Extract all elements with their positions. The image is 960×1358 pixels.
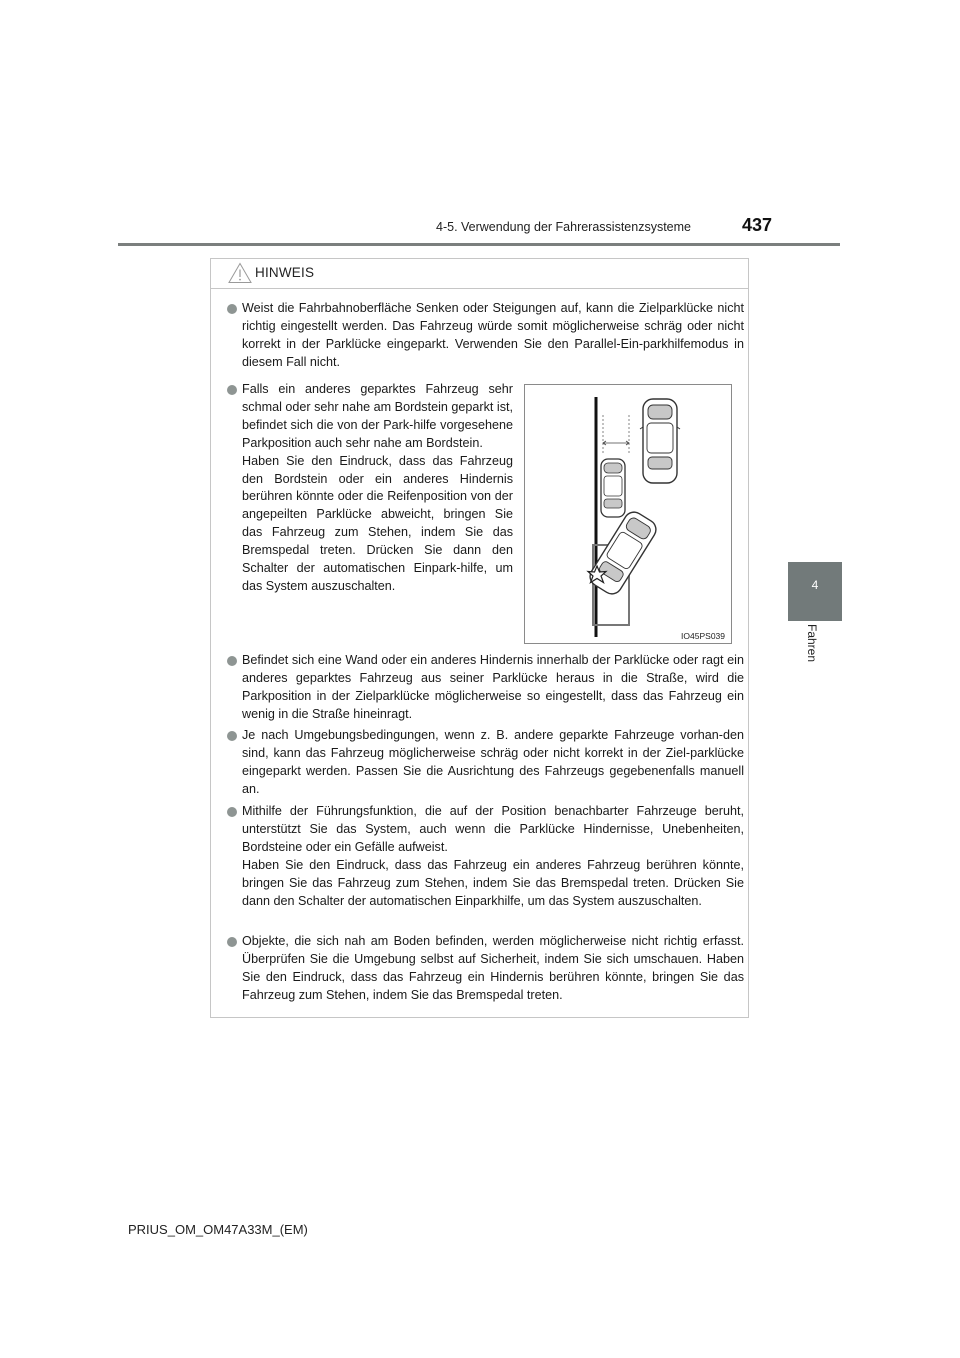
- bullet-icon: [227, 656, 237, 666]
- parked-car-curb: [601, 459, 625, 517]
- parking-scene-icon: [525, 385, 731, 643]
- page-number: 437: [742, 215, 773, 235]
- notice-item-text-continued: Haben Sie den Eindruck, dass das Fahrzeug den Bordstein oder ein anderes Hindernis berühren könnte oder die Reifenposition von der angepeilten Parklücke abweicht, bringen Sie das Fahrzeug zum Stehen, indem Sie das Bremspedal treten. Drücken Sie dann den Schalter der automatischen Einpark-hilfe, um das System auszuschalten.: [242, 453, 513, 593]
- chapter-number: 4: [811, 578, 819, 592]
- figure-code: IO45PS039: [681, 631, 725, 641]
- notice-item: [242, 652, 744, 724]
- chapter-label: [799, 624, 829, 684]
- notice-item-text: Mithilfe der Führungsfunktion, die auf der Position benachbarter Fahrzeuge beruht, unterstützt Sie das System, auch wenn die Parklücke Hindernisse, Unebenheiten, Bordsteine oder ein Gefälle aufweist.: [242, 804, 744, 854]
- bullet-icon: [227, 385, 237, 395]
- chapter-label-text: Fahren: [805, 624, 819, 663]
- document-id: PRIUS_OM_OM47A33M_(EM): [128, 1222, 308, 1237]
- parked-car-outer: [640, 399, 680, 483]
- chapter-tab: [788, 562, 842, 621]
- bullet-icon: [227, 937, 237, 947]
- section-title: 4-5. Verwendung der Fahrerassistenzsysteme: [436, 220, 691, 234]
- notice-item-text: Objekte, die sich nah am Boden befinden, werden möglicherweise nicht richtig erfasst. Überprüfen Sie die Umgebung selbst auf Sicherheit, indem Sie sich umschauen. Haben Sie den Eindruck, dass das Fahrzeug ein Hindernis berühren könnte, bringen Sie das Fahrzeug zum Stehen, indem Sie das Bremspedal treten.: [242, 934, 744, 1002]
- notice-item: [242, 381, 513, 596]
- warning-triangle-icon: [228, 262, 252, 284]
- notice-item-text-continued: Haben Sie den Eindruck, dass das Fahrzeug ein anderes Fahrzeug berühren könnte, bringen Sie das Fahrzeug zum Stehen, indem Sie das Bremspedal treten. Drücken Sie dann den Schalter der automatischen Einparkhilfe, um das System auszuschalten.: [242, 857, 744, 908]
- notice-title: HINWEIS: [255, 265, 315, 280]
- notice-item-text: Weist die Fahrbahnoberfläche Senken oder Steigungen auf, kann die Zielparklücke nicht richtig eingestellt werden. Das Fahrzeug würde somit möglicherweise schräg oder nicht korrekt in der Parklücke eingeparkt. Verwenden Sie den Parallel-Ein-parkhilfemodus in diesem Fall nicht.: [242, 301, 744, 369]
- bullet-icon: [227, 807, 237, 817]
- notice-header: [211, 259, 748, 289]
- notice-item-text: Falls ein anderes geparktes Fahrzeug sehr schmal oder sehr nahe am Bordstein geparkt ist, befindet sich die von der Park-hilfe vorgesehene Parkposition auch sehr nahe am Bordstein.: [242, 382, 513, 450]
- notice-item-text: Je nach Umgebungsbedingungen, wenn z. B. andere geparkte Fahrzeuge vorhan-den sind, kann das Fahrzeug möglicherweise schräg oder nicht korrekt in der Ziel-parklücke eingeparkt werden. Passen Sie die Ausrichtung des Fahrzeugs gegebenenfalls manuell an.: [242, 728, 744, 796]
- notice-item: [242, 803, 744, 910]
- parking-illustration: [524, 384, 732, 644]
- bullet-icon: [227, 304, 237, 314]
- notice-item-text: Befindet sich eine Wand oder ein anderes Hindernis innerhalb der Parklücke oder ragt ein anderes geparktes Fahrzeug aus seiner Parklücke heraus in die Straße, wird die Parkposition in der Zielparklücke möglicherweise so eingestellt, dass das Fahrzeug ein wenig in die Straße hineinragt.: [242, 653, 744, 721]
- bullet-icon: [227, 731, 237, 741]
- header-rule: [118, 243, 840, 246]
- notice-item: [242, 933, 744, 1005]
- notice-item: [242, 300, 744, 372]
- notice-item: [242, 727, 744, 799]
